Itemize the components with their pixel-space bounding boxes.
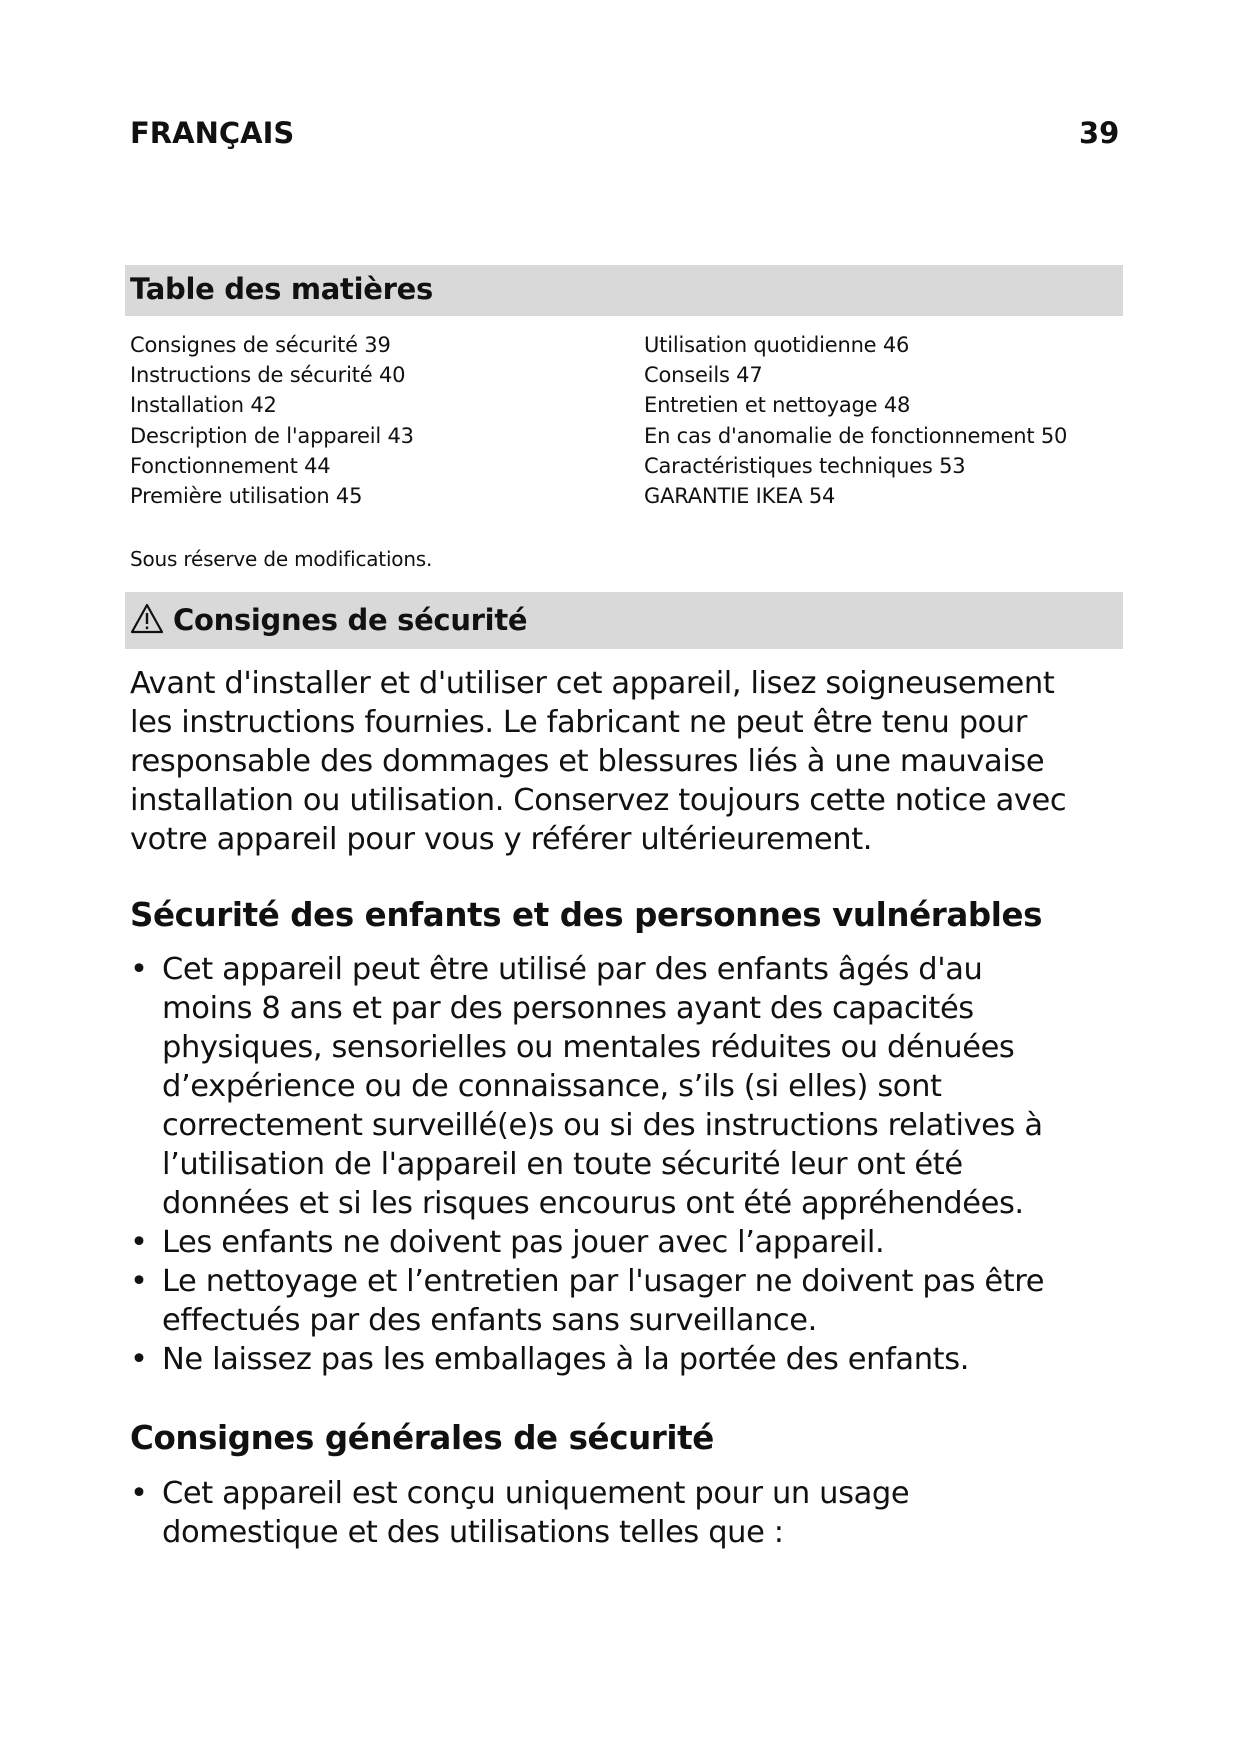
text-line: Cet appareil est conçu uniquement pour un usage — [162, 1476, 910, 1511]
text-line: Les enfants ne doivent pas jouer avec l’appareil. — [162, 1225, 885, 1260]
text-line: effectués par des enfants sans surveillance. — [162, 1303, 817, 1338]
text-line: l’utilisation de l'appareil en toute sécurité leur ont été — [162, 1147, 963, 1182]
bullet: • — [130, 1264, 148, 1299]
toc-entry[interactable]: Fonctionnement 44 — [130, 453, 331, 478]
toc-entry[interactable]: Utilisation quotidienne 46 — [644, 333, 910, 357]
text-line: correctement surveillé(e)s ou si des instructions relatives à — [162, 1108, 1043, 1143]
text-line: Avant d'installer et d'utiliser cet appareil, lisez soigneusement — [130, 666, 1055, 701]
list-item — [130, 950, 1044, 1223]
list-item — [130, 1223, 1044, 1262]
children-safety-heading: Sécurité des enfants et des personnes vulnérables — [130, 896, 1043, 934]
bullet: • — [130, 952, 148, 987]
text-line: données et si les risques encourus ont été appréhendées. — [162, 1186, 1024, 1221]
toc-entry[interactable]: Installation 42 — [130, 393, 277, 418]
toc-entry[interactable]: Entretien et nettoyage 48 — [644, 393, 911, 418]
toc-left-column — [130, 330, 414, 511]
toc-entry[interactable]: Première utilisation 45 — [130, 484, 363, 509]
text-line: d’expérience ou de connaissance, s’ils (si elles) sont — [162, 1069, 942, 1104]
bullet: • — [130, 1225, 148, 1260]
toc-entry[interactable]: Caractéristiques techniques 53 — [644, 453, 966, 478]
text-line: Cet appareil peut être utilisé par des enfants âgés d'au — [162, 952, 983, 987]
toc-entry[interactable]: Consignes de sécurité 39 — [130, 333, 391, 357]
list-item — [130, 1474, 909, 1552]
list-item — [130, 1340, 1044, 1379]
text-line: domestique et des utilisations telles que : — [162, 1515, 784, 1550]
safety-title-bar — [125, 592, 1123, 649]
toc-entry[interactable]: Description de l'appareil 43 — [130, 423, 414, 448]
safety-intro — [130, 664, 1066, 859]
modification-note: Sous réserve de modifications. — [130, 547, 433, 571]
text-line: Ne laissez pas les emballages à la portée des enfants. — [162, 1342, 969, 1377]
general-safety-heading: Consignes générales de sécurité — [130, 1419, 714, 1457]
text-line: physiques, sensorielles ou mentales réduites ou dénuées — [162, 1030, 1015, 1065]
toc-entry[interactable]: En cas d'anomalie de fonctionnement 50 — [644, 423, 1068, 448]
text-line: Le nettoyage et l’entretien par l'usager ne doivent pas être — [162, 1264, 1045, 1299]
general-safety-list — [130, 1474, 909, 1552]
text-line: les instructions fournies. Le fabricant ne peut être tenu pour — [130, 705, 1027, 740]
bullet: • — [130, 1476, 148, 1511]
text-line: installation ou utilisation. Conservez toujours cette notice avec — [130, 783, 1067, 818]
children-safety-list — [130, 950, 1044, 1379]
text-line: votre appareil pour vous y référer ultérieurement. — [130, 822, 873, 857]
document-language: FRANÇAIS — [130, 116, 295, 150]
toc-title-bar — [125, 265, 1123, 316]
toc-right-column — [644, 330, 1067, 511]
warning-triangle-icon — [130, 603, 164, 634]
safety-title: Consignes de sécurité — [173, 603, 528, 637]
toc-title: Table des matières — [130, 272, 433, 306]
toc-entry[interactable]: GARANTIE IKEA 54 — [644, 484, 836, 509]
toc-entry[interactable]: Instructions de sécurité 40 — [130, 363, 406, 388]
toc-entry[interactable]: Conseils 47 — [644, 363, 763, 388]
page-number: 39 — [1079, 116, 1120, 150]
text-line: moins 8 ans et par des personnes ayant des capacités — [162, 991, 974, 1026]
text-line: responsable des dommages et blessures liés à une mauvaise — [130, 744, 1045, 779]
bullet: • — [130, 1342, 148, 1377]
list-item — [130, 1262, 1044, 1340]
